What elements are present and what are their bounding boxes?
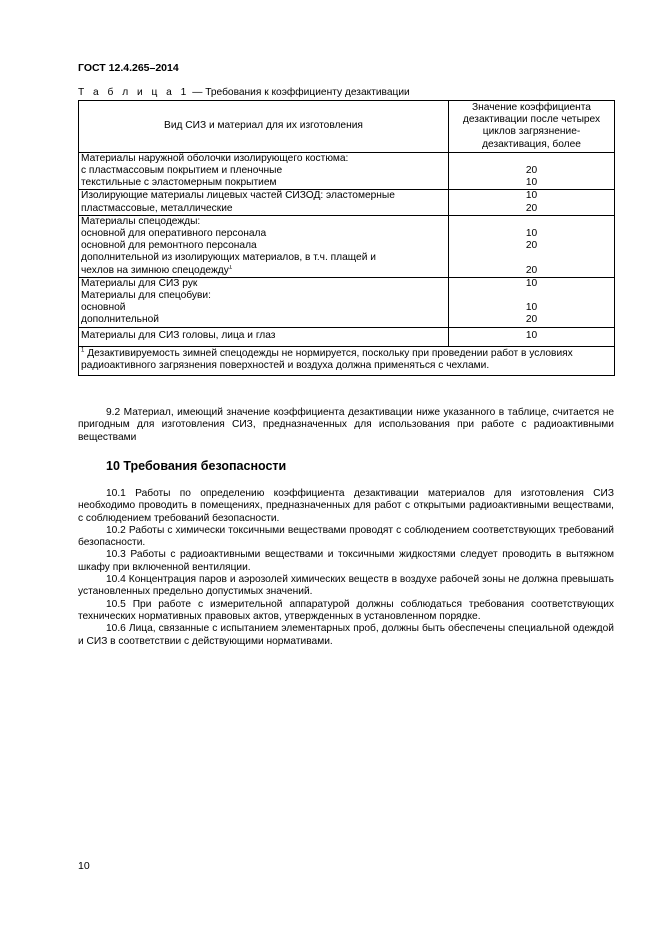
row-materials-cell [79, 277, 449, 327]
row-line: Изолирующие материалы лицевых частей СИЗОД: эластомерные [81, 190, 395, 202]
row-line: основной для ремонтного персонала [81, 240, 257, 252]
row-line: с пластмассовым покрытием и пленочные [81, 165, 283, 177]
row-value: 10 [525, 228, 538, 240]
document-header: ГОСТ 12.4.265–2014 [78, 62, 179, 74]
section-heading: 10 Требования безопасности [106, 459, 287, 473]
row-materials-cell [79, 152, 449, 190]
row-values-cell [449, 215, 615, 277]
row-line: Материалы спецодежды: [81, 215, 201, 227]
row-line: Материалы для СИЗ головы, лица и глаз [81, 329, 276, 341]
col-header-value: Значение коэффициента дезактивации после четырех циклов загрязнение-дезактивация, более [449, 101, 615, 153]
table-row [79, 327, 615, 346]
row-value [451, 252, 612, 264]
row-line: основной [81, 302, 126, 314]
row-value [451, 290, 612, 302]
row-line: пластмассовые, металлические [81, 202, 233, 214]
row-values-cell [449, 327, 615, 346]
row-line-with-footnote [81, 265, 446, 277]
row-line: основной для оперативного персонала [81, 228, 267, 240]
table-row [79, 215, 615, 277]
row-line: дополнительной [81, 314, 159, 326]
table-row [79, 152, 615, 190]
row-value: 20 [525, 202, 538, 214]
row-materials-cell [79, 190, 449, 215]
row-line: текстильные с эластомерным покрытием [81, 177, 277, 189]
row-value: 10 [525, 277, 538, 289]
page-number: 10 [78, 860, 90, 872]
row-value [451, 153, 612, 165]
table-header-row [79, 101, 615, 153]
paragraph-10-3: 10.3 Работы с радиоактивными веществами и токсичными жидкостями следует проводить в вытяжном шкафу при включенной вентиляции. [78, 549, 614, 573]
row-line: чехлов на зимнюю спецодежду [81, 264, 229, 276]
footnote-text: Дезактивируемость зимней спецодежды не нормируется, поскольку при проведении работ в условиях радиоактивного загрязнения поверхностей и воздуха должна применяться с чехлами. [81, 347, 573, 372]
row-values-cell [449, 190, 615, 215]
paragraph-10-1: 10.1 Работы по определению коэффициента дезактивации материалов для изготовления СИЗ необходимо проводить в помещениях, предназначенных для работ с открытыми радиоактивными веществами, с соблюдением требований безопасности. [78, 488, 614, 524]
row-line: Материалы для СИЗ рук [81, 277, 198, 289]
row-line: дополнительной из изолирующих материалов, в т.ч. плащей и [81, 252, 376, 264]
paragraph-10-5: 10.5 При работе с измерительной аппаратурой должны соблюдаться требования соответствующих технических нормативных правовых актов, утвержденных в установленном порядке. [78, 598, 614, 622]
table-row [79, 190, 615, 215]
table-row [79, 277, 615, 327]
row-value: 20 [525, 314, 538, 326]
row-value: 10 [525, 190, 538, 202]
row-value: 10 [525, 177, 538, 189]
footnote-marker: 1 [81, 347, 85, 354]
row-value: 20 [525, 264, 538, 276]
col-header-material: Вид СИЗ и материал для их изготовления [79, 101, 449, 153]
table-footnote-row [79, 346, 615, 375]
table-caption-label: Т а б л и ц а 1 [78, 87, 190, 98]
row-value: 10 [525, 329, 538, 341]
paragraph-9-2 [78, 407, 614, 444]
table-caption-text: — Требования к коэффициенту дезактивации [192, 87, 410, 98]
section-10-body [78, 488, 614, 648]
row-line: Материалы для спецобуви: [81, 290, 211, 302]
row-materials-cell [79, 327, 449, 346]
row-value: 10 [525, 302, 538, 314]
row-value: 20 [525, 240, 538, 252]
row-value [451, 216, 612, 228]
paragraph-10-6: 10.6 Лица, связанные с испытанием элементарных проб, должны быть обеспечены специальной одеждой и СИЗ в соответствии с действующими нормативами. [78, 623, 614, 647]
table-footnote [79, 346, 615, 375]
footnote-marker: 1 [228, 264, 233, 271]
row-values-cell [449, 152, 615, 190]
row-values-cell [449, 277, 615, 327]
paragraph-10-2: 10.2 Работы с химически токсичными веществами проводят с соблюдением соответствующих требований безопасности. [78, 524, 614, 549]
table-caption [78, 87, 410, 98]
row-value: 20 [525, 165, 538, 176]
decontamination-table [78, 100, 615, 376]
paragraph-10-4: 10.4 Концентрация паров и аэрозолей химических веществ в воздухе рабочей зоны не должна превышать установленных предельно допустимых значений. [78, 574, 614, 598]
row-line: Материалы наружной оболочки изолирующего костюма: [81, 152, 349, 164]
paragraph-text: 9.2 Материал, имеющий значение коэффициента дезактивации ниже указанного в таблице, считается не пригодным для изготовления СИЗ, предназначенных для использования при работе с радиоактивными веществами [78, 407, 614, 443]
row-materials-cell [79, 215, 449, 277]
